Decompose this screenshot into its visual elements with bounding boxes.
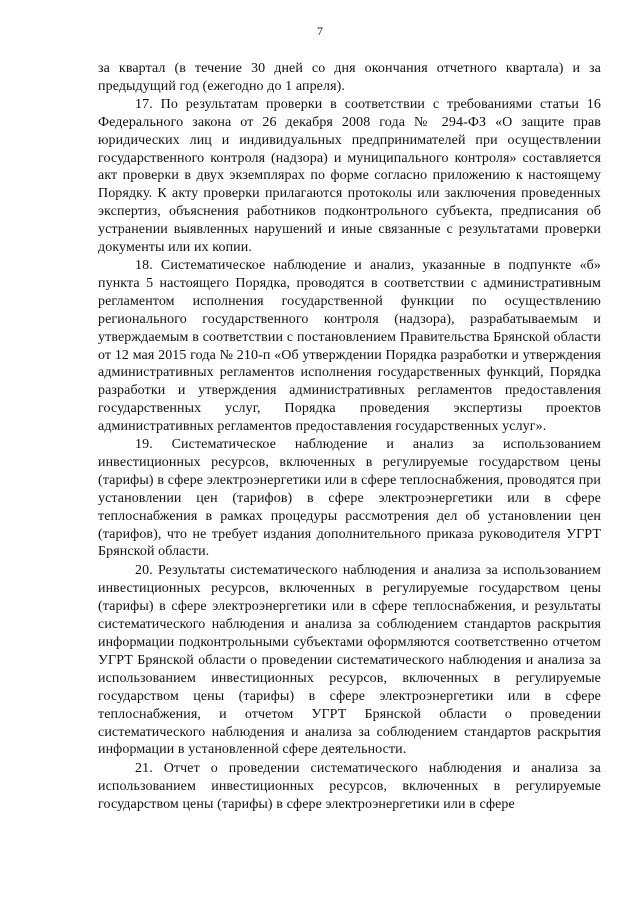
paragraph-17: 17. По результатам проверки в соответствии с требованиями статьи 16 Федерального закона от 26 декабря 2008 года № 294-ФЗ «О защите прав юридических лиц и индивидуальных предпринимателей при осуществлении государственного контроля (надзора) и муниципального контроля» составляется акт проверки в двух экземплярах по форме согласно приложению к настоящему Порядку. К акту проверки прилагаются протоколы или заключения проведенных экспертиз, объяснения работников подконтрольного субъекта, предписания об устранении выявленных нарушений и иные связанные с результатами проверки документы или их копии.: [98, 96, 601, 256]
paragraph-18: 18. Систематическое наблюдение и анализ, указанные в подпункте «б» пункта 5 настоящего Порядка, проводятся в соответствии с административным регламентом исполнения государственной функции по осуществлению регионального государственного контроля (надзора), разрабатываемым и утверждаемым в соответствии с постановлением Правительства Брянской области от 12 мая 2015 года № 210-п «Об утверждении Порядка разработки и утверждения административных регламентов исполнения государственных функций, Порядка разработки и утверждения административных регламентов предоставления государственных услуг, Порядка проведения экспертизы проектов административных регламентов предоставления государственных услуг».: [98, 257, 601, 435]
page-number: 7: [317, 24, 323, 38]
paragraph-20: 20. Результаты систематического наблюдения и анализа за использованием инвестиционных ресурсов, включенных в регулируемые государством цены (тарифы) в сфере электроэнергетики или в сфере теплоснабжения, и результаты систематического наблюдения и анализа за соблюдением стандартов раскрытия информации подконтрольными субъектами оформляются соответственно отчетом УГРТ Брянской области о проведении систематического наблюдения и анализа за использованием инвестиционных ресурсов, включенных в регулируемые государством цены (тарифы) в сфере электроэнергетики или в сфере теплоснабжения, и отчетом УГРТ Брянской области о проведении систематического наблюдения и анализа за соблюдением стандартов раскрытия информации в установленной сфере деятельности.: [98, 563, 601, 758]
paragraph-19: 19. Систематическое наблюдение и анализ за использованием инвестиционных ресурсов, включенных в регулируемые государством цены (тарифы) в сфере электроэнергетики или в сфере теплоснабжения, проводятся при установлении цен (тарифов) в сфере электроэнергетики или в сфере теплоснабжения в рамках процедуры рассмотрения дел об установлении цен (тарифов), что не требует издания дополнительного приказа руководителя УГРТ Брянской области.: [98, 437, 601, 560]
paragraph-21: 21. Отчет о проведении систематического наблюдения и анализа за использованием инвестиционных ресурсов, включенных в регулируемые государством цены (тарифы) в сфере электроэнергетики или в сфере: [98, 761, 601, 813]
document-body: [98, 60, 601, 814]
paragraph-16-continuation: за квартал (в течение 30 дней со дня окончания отчетного квартала) и за предыдущий год (ежегодно до 1 апреля).: [98, 61, 601, 94]
